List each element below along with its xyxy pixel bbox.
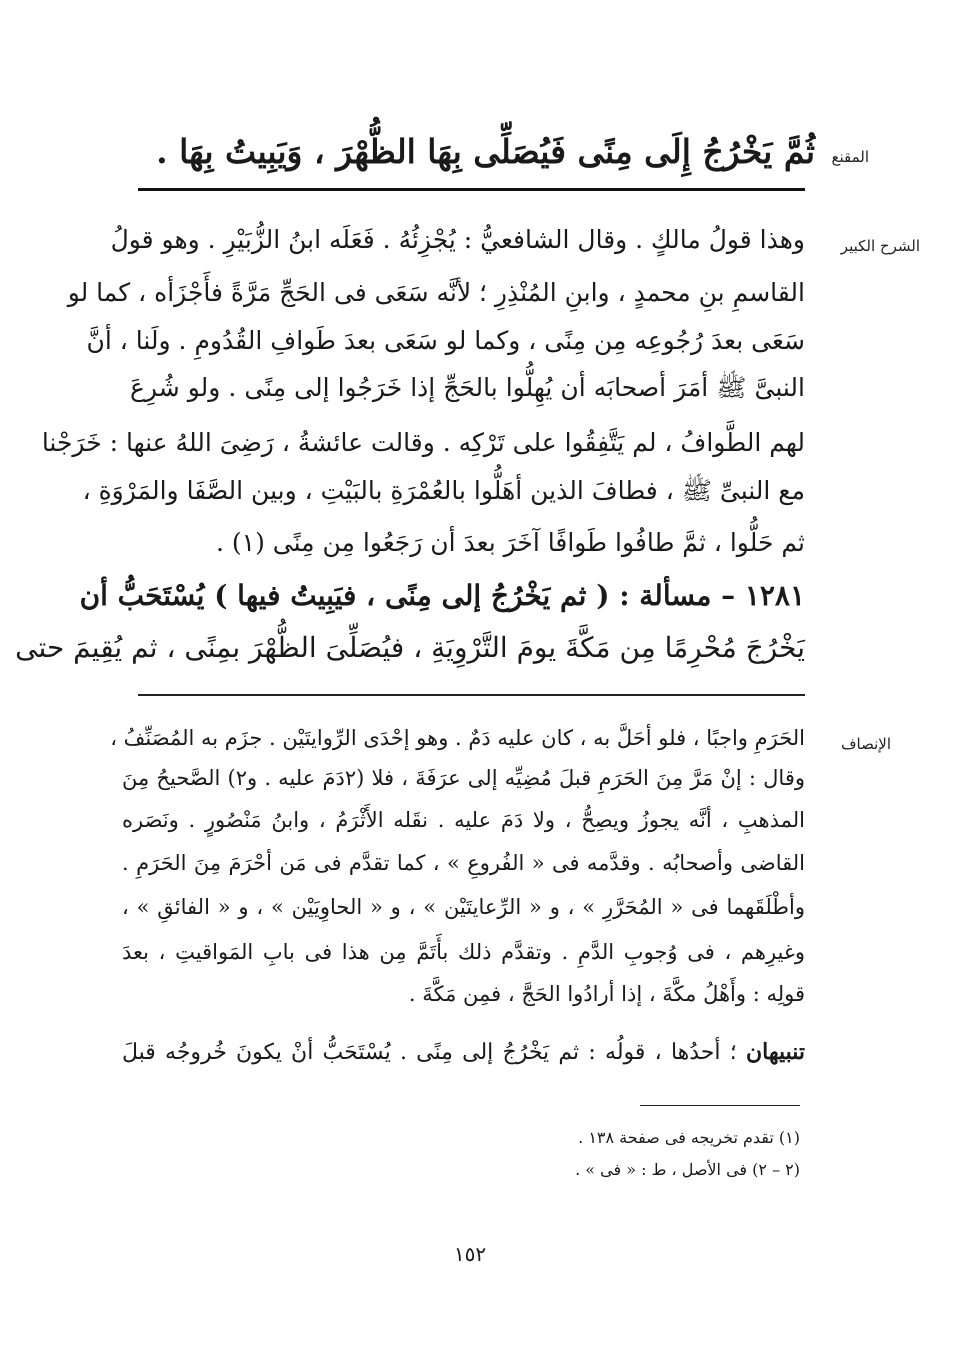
masala-heading-line: ١٢٨١ – مسألة : ( ثم يَخْرُجُ إلى مِنًى ، فيَبِيتُ فيها ) يُسْتَحَبُّ أن <box>79 579 805 612</box>
page-number: ١٥٢ <box>453 1242 487 1266</box>
insaf-line: القاضى وأصحابُه . وقدَّمه فى « الفُروعِ » ، كما تقدَّم فى مَن أحْرَمَ مِنَ الحَرَمِ . <box>122 851 805 875</box>
sharh-line: ثم حَلُّوا ، ثمَّ طافُوا طَوافًا آخَرَ بعدَ أن رَجَعُوا مِن مِنًى (١) . <box>216 528 805 557</box>
section-label-insaf: الإنصاف <box>840 735 891 753</box>
section-label-muqni: المقنع <box>831 148 869 166</box>
insaf-line: قولِه : وأَهْلُ مكَّةَ ، إذا أرادُوا الحَجَّ ، فمِن مَكَّةَ . <box>408 982 805 1006</box>
sharh-line: لهم الطَّوافُ ، لم يَتَّفِقُوا على تَرْكِه . وقالت عائشةُ ، رَضِىَ اللهُ عنها : خَرَجْنا <box>41 428 805 457</box>
footnote-1: (١) تقدم تخريجه فى صفحة ١٣٨ . <box>578 1128 800 1147</box>
masala-line: يَخْرُجَ مُحْرِمًا مِن مَكَّةَ يومَ التَّرْوِيَةِ ، فيُصَلِّىَ الظُّهْرَ بمِنًى ، ثم يُقِيمَ حتى <box>15 631 805 664</box>
section-divider-thin <box>138 694 805 696</box>
muqni-text: ثُمَّ يَخْرُجُ إِلَى مِنًى فَيُصَلِّى بِهَا الظُّهْرَ ، وَيَبِيتُ بِهَا . <box>156 132 815 171</box>
sharh-line: النبىَّ ﷺ أمَرَ أصحابَه أن يُهِلُّوا بالحَجِّ إذا خَرَجُوا إلى مِنًى . ولو شُرِعَ <box>130 373 805 402</box>
section-divider-thick <box>138 188 805 191</box>
insaf-line: الحَرَمِ واجبًا ، فلو أحَلَّ به ، كان عليه دَمٌ . وهو إحْدَى الرِّوايتَيْن . جزَم به المُصَنِّفُ ، <box>110 726 805 750</box>
insaf-line: وغيرِهم ، فى وُجوبِ الدَّمِ . وتقدَّم ذلك بأَتَمَّ مِن هذا فى بابِ المَواقيتِ ، بعدَ <box>122 940 805 964</box>
insaf-line: وأطْلَقَهما فى « المُحَرَّرِ » ، و « الرِّعايتَيْن » ، و « الحاوِيَيْن » ، و « الفائقِ » ، <box>122 895 805 919</box>
sharh-line: سَعَى بعدَ رُجُوعِه مِن مِنًى ، وكما لو سَعَى بعدَ طَوافِ القُدُومِ . ولَنا ، أنَّ <box>86 326 805 355</box>
tanbih-text: ؛ أحدُها ، قولُه : ثم يَخْرُجُ إلى مِنًى . يُسْتَحَبُّ أنْ يكونَ خُروجُه قبلَ <box>122 1040 746 1065</box>
footnote-2: (٢ – ٢) فى الأصل ، ط : « فى » . <box>575 1160 800 1179</box>
insaf-line: المذهبِ ، أنَّه يجوزُ ويصِحُّ ، ولا دَمَ عليه . نقَله الأَثْرَمُ ، وابنُ مَنْصُورٍ . ونَصَره <box>122 808 805 832</box>
sharh-line: القاسمِ بنِ محمدٍ ، وابنِ المُنْذِرِ ؛ لأنَّه سَعَى فى الحَجِّ مَرَّةً فأَجْزَأه ، كما لو <box>67 278 805 307</box>
sharh-line: وهذا قولُ مالكٍ . وقال الشافعيُّ : يُجْزِئُهُ . فَعَلَه ابنُ الزُّبَيْرِ . وهو قولُ <box>110 225 805 254</box>
sharh-line: مع النبىِّ ﷺ ، فطافَ الذين أهَلُّوا بالعُمْرَةِ بالبَيْتِ ، وبين الصَّفَا والمَرْوَةِ ، <box>82 476 805 505</box>
insaf-line: وقال : إنْ مَرَّ مِنَ الحَرَمِ قبلَ مُضِيِّه إلى عرَفَةَ ، فلا (٢دَمَ عليه . و٢) الصَّحيحُ مِنَ <box>122 766 806 790</box>
tanbih-lead: تنبيهان <box>745 1039 805 1065</box>
section-label-sharh: الشرح الكبير <box>840 237 920 255</box>
tanbih-line <box>122 1041 805 1064</box>
footnote-rule <box>640 1105 800 1106</box>
